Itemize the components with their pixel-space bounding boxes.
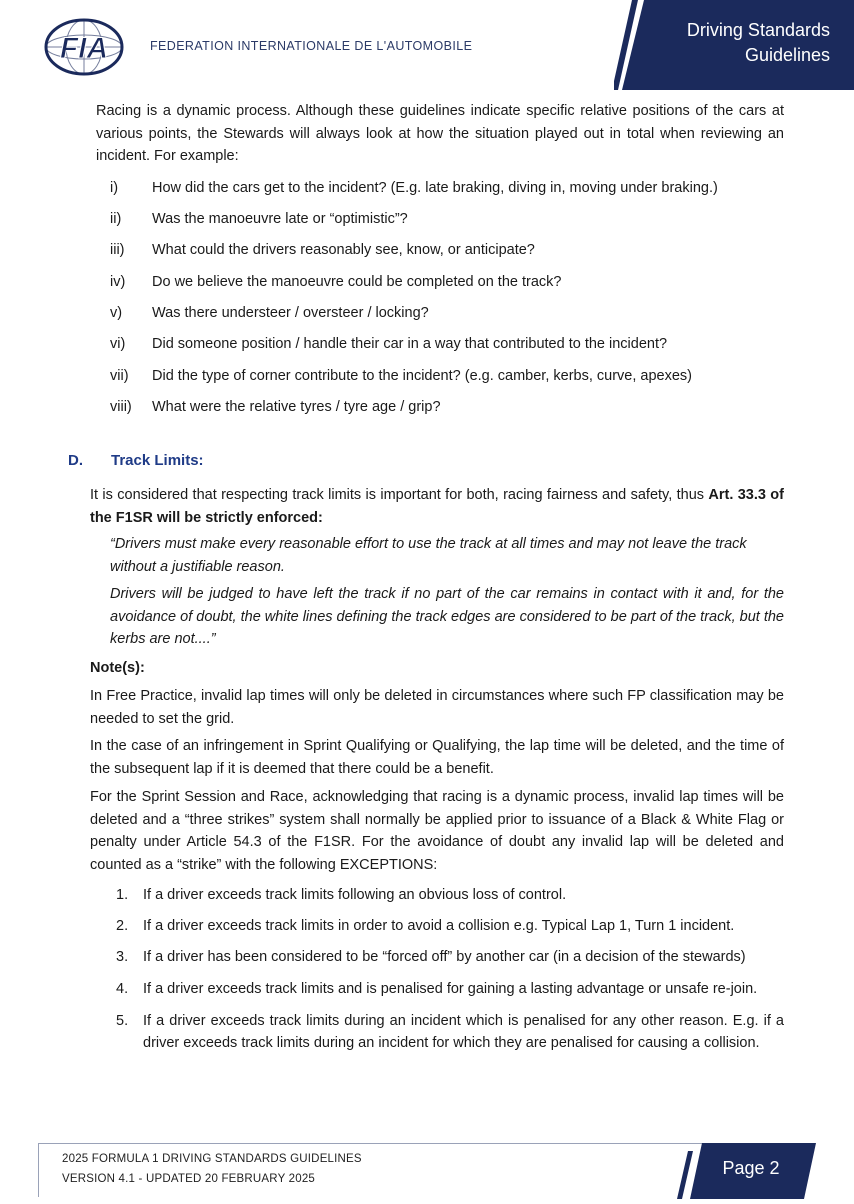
document-title-line-1: Driving Standards (686, 20, 830, 40)
list-item-text: How did the cars get to the incident? (E.g. late braking, diving in, moving under braking.) (152, 180, 718, 196)
track-limits-intro-text: It is considered that respecting track limits is important for both, racing fairness and safety, thus (90, 487, 709, 503)
list-item (110, 271, 790, 293)
list-item-text: Do we believe the manoeuvre could be completed on the track? (152, 274, 562, 290)
exception-number: 2. (116, 918, 129, 934)
exception-text: If a driver has been considered to be “forced off” by another car (in a decision of the stewards) (143, 949, 746, 965)
exception-number: 3. (116, 949, 129, 965)
regulation-quote-1: “Drivers must make every reasonable effort to use the track at all times and may not leave the track without a justifiable reason. (110, 536, 747, 575)
list-item-number: iv) (110, 274, 126, 290)
section-letter: D. (68, 452, 83, 469)
list-item (110, 365, 790, 387)
list-item (110, 208, 790, 230)
note-paragraph-1: In Free Practice, invalid lap times will only be deleted in circumstances where such FP classification may be needed to set the grid. (90, 688, 784, 727)
exception-text: If a driver exceeds track limits and is penalised for gaining a lasting advantage or unsafe re-join. (143, 981, 758, 997)
track-limits-intro-bold: Art. 33.3 of the F1SR will be strictly enforced: (90, 487, 784, 526)
list-item (110, 239, 790, 261)
document-title-line-2: Guidelines (744, 45, 830, 65)
list-item-text: Was the manoeuvre late or “optimistic”? (152, 211, 408, 227)
list-item-number: viii) (110, 399, 132, 415)
list-item-text: Did someone position / handle their car in a way that contributed to the incident? (152, 336, 668, 352)
exception-number: 5. (116, 1013, 129, 1029)
track-limits-intro (90, 484, 784, 529)
footer-version: VERSION 4.1 - UPDATED 20 FEBRUARY 2025 (62, 1173, 316, 1185)
exception-text: If a driver exceeds track limits following an obvious loss of control. (143, 887, 567, 903)
exception-item (116, 1010, 784, 1054)
org-name: FEDERATION INTERNATIONALE DE L'AUTOMOBILE (150, 39, 473, 53)
list-item-number: ii) (110, 211, 122, 227)
exception-item (116, 884, 784, 906)
section-title: Track Limits: (111, 452, 204, 469)
list-item-number: vi) (110, 336, 126, 352)
exception-number: 1. (116, 887, 129, 903)
regulation-quote-2: Drivers will be judged to have left the track if no part of the car remains in contact with it and, for the avoidance of doubt, the white lines defining the track edges are considered to be part of the track, but the kerbs are not....” (110, 586, 784, 647)
list-item-number: i) (110, 180, 119, 196)
list-item-text: What could the drivers reasonably see, know, or anticipate? (152, 242, 535, 258)
list-item-number: vii) (110, 368, 129, 384)
list-item-number: v) (110, 305, 123, 321)
note-paragraph-3: For the Sprint Session and Race, acknowledging that racing is a dynamic process, invalid lap times will be deleted and a “three strikes” system shall normally be applied prior to issuance of a Black & White Flag or penalty under Article 54.3 of the F1SR. For the avoidance of doubt any invalid lap will be deleted and counted as a “strike” with the following EXCEPTIONS: (90, 789, 784, 873)
exception-item (116, 978, 784, 1000)
fia-logo (44, 18, 124, 76)
list-item (110, 177, 790, 199)
intro-paragraph: Racing is a dynamic process. Although these guidelines indicate specific relative positions of the cars at various points, the Stewards will always look at how the situation played out in total when reviewing an incident. For example: (96, 103, 784, 164)
footer-document-name: 2025 FORMULA 1 DRIVING STANDARDS GUIDELINES (62, 1153, 362, 1165)
exception-text: If a driver exceeds track limits during an incident which is penalised for any other reason. E.g. if a driver exceeds track limits during an incident for which they are penalised for causing a collision. (143, 1013, 784, 1051)
document-title (630, 18, 830, 68)
note-paragraph-2: In the case of an infringement in Sprint Qualifying or Qualifying, the lap time will be deleted, and the time of the subsequent lap if it is deemed that there could be a benefit. (90, 738, 784, 777)
exception-number: 4. (116, 981, 129, 997)
exception-item (116, 915, 784, 937)
exception-item (116, 946, 784, 968)
list-item (110, 396, 790, 418)
list-item-text: Did the type of corner contribute to the incident? (e.g. camber, kerbs, curve, apexes) (152, 368, 693, 384)
exception-text: If a driver exceeds track limits in order to avoid a collision e.g. Typical Lap 1, Turn 1 incident. (143, 918, 735, 934)
footer-left-rule (38, 1143, 39, 1197)
notes-heading: Note(s): (90, 660, 145, 676)
list-item-number: iii) (110, 242, 125, 258)
page-number: Page 2 (722, 1158, 780, 1178)
list-item (110, 333, 790, 355)
list-item-text: Was there understeer / oversteer / locking? (152, 305, 429, 321)
list-item-text: What were the relative tyres / tyre age / grip? (152, 399, 441, 415)
list-item (110, 302, 790, 324)
fia-logo-text: FIA (59, 32, 109, 65)
